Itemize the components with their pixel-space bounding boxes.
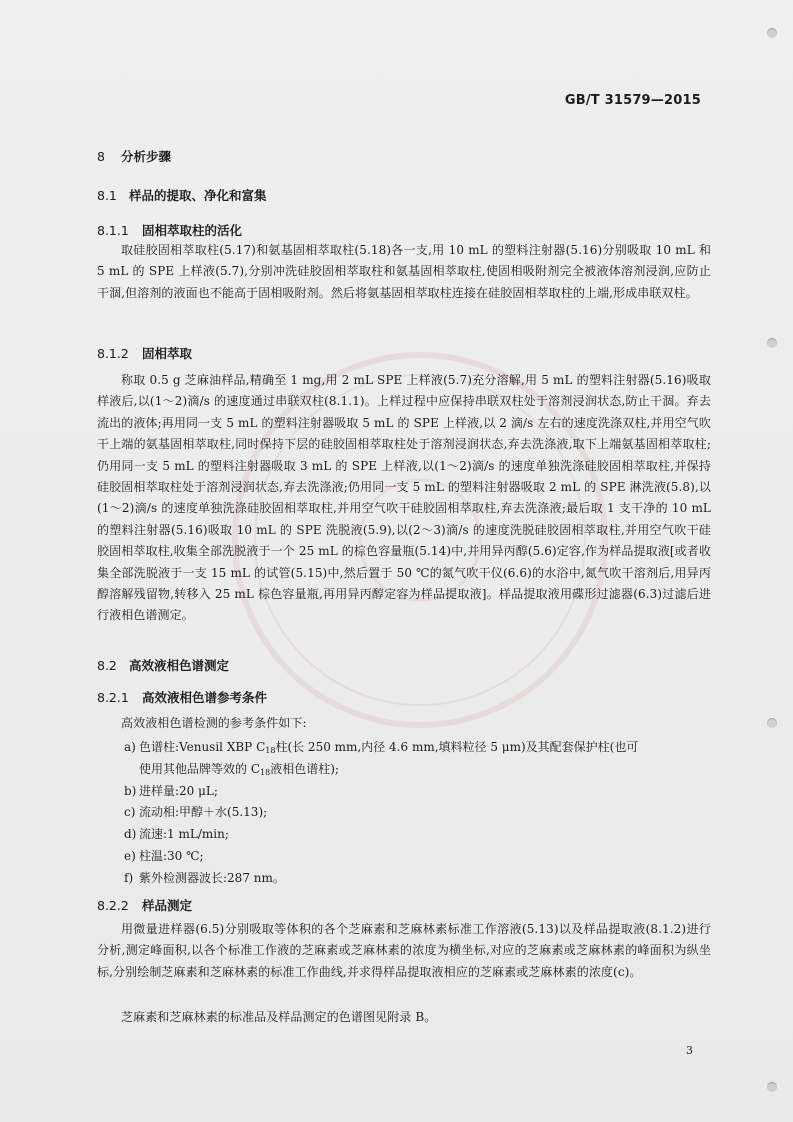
- section-8-2-1-heading: [97, 688, 267, 706]
- list-marker: f): [124, 870, 134, 885]
- punch-hole: [767, 338, 777, 348]
- list-marker: e): [124, 848, 136, 863]
- section-title: 固相萃取: [142, 346, 193, 361]
- section-8-1-2-heading: [97, 344, 192, 362]
- section-number: 8.1.1: [97, 223, 129, 238]
- paragraph-hplc-intro: 高效液相色谱检测的参考条件如下:: [121, 716, 307, 730]
- list-marker: b): [124, 783, 137, 798]
- section-title: 高效液相色谱测定: [129, 658, 230, 673]
- section-number: 8.1.2: [97, 346, 129, 361]
- page-number: 3: [686, 1044, 693, 1057]
- list-item: d) 流速:1 mL/min;: [97, 824, 711, 846]
- section-title: 高效液相色谱参考条件: [142, 690, 268, 705]
- section-title: 分析步骤: [121, 149, 172, 164]
- hplc-conditions-list: [97, 737, 711, 890]
- section-number: 8.2: [97, 658, 117, 673]
- section-8-1-heading: [97, 186, 267, 204]
- section-8-2-heading: [97, 656, 229, 674]
- paragraph-column-activation: 取硅胶固相萃取柱(5.17)和氨基固相萃取柱(5.18)各一支,用 10 mL 的塑料注射器(5.16)分别吸取 10 mL 和 5 mL 的 SPE 上样液(5.7),分别冲洗硅胶固相萃取柱和氨基固相萃取柱,使固相吸附剂完全被液体溶剂浸润,应防止干涸,但溶剂的液面也不能高于固相吸附剂。然后将氨基固相萃取柱连接在硅胶固相萃取柱的上端,形成串联双柱。: [97, 243, 711, 300]
- paragraph-solid-phase-extraction: 称取 0.5 g 芝麻油样品,精确至 1 mg,用 2 mL SPE 上样液(5.7)充分溶解,用 5 mL 的塑料注射器(5.16)吸取样液后,以(1～2)滴/s 的速度通过串联双柱(8.1.1)。上样过程中应保持串联双柱处于溶剂浸润状态,防止干涸。弃去流出的液体;再用同一支 5 mL 的塑料注射器吸取 5 mL 的 SPE 上样液,以 2 滴/s 左右的速度洗涤双柱,并用空气吹干上端的氨基固相萃取柱,同时保持下层的硅胶固相萃取柱处于溶剂浸润状态,弃去洗涤液,取下上端氨基固相萃取柱;仍用同一支 5 mL 的塑料注射器吸取 3 mL 的 SPE 上样液,以(1～2)滴/s 的速度单独洗涤硅胶固相萃取柱,并保持硅胶固相萃取柱处于溶剂浸润状态,弃去洗涤液;仍用同一支 5 mL 的塑料注射器吸取 2 mL 的 SPE 淋洗液(5.8),以(1～2)滴/s 的速度单独洗涤硅胶固相萃取柱,并用空气吹干硅胶固相萃取柱,弃去洗涤液;最后取 1 支干净的 10 mL 的塑料注射器(5.16)吸取 10 mL 的 SPE 洗脱液(5.9),以(2～3)滴/s 的速度洗脱硅胶固相萃取柱,并用空气吹干硅胶固相萃取柱,收集全部洗脱液于一个 25 mL 的棕色容量瓶(5.14)中,并用异丙醇(5.6)定容,作为样品提取液[或者收集全部洗脱液于一支 15 mL 的试管(5.15)中,然后置于 50 ℃的氮气吹干仪(6.6)的水浴中,氮气吹干溶剂后,用异丙醇溶解残留物,转移入 25 mL 棕色容量瓶,再用异丙醇定容为样品提取液]。样品提取液用碟形过滤器(6.3)过滤后进行液相色谱测定。: [97, 373, 711, 623]
- paragraph-sample-measurement: 用微量进样器(6.5)分别吸取等体积的各个芝麻素和芝麻林素标准工作溶液(5.13)以及样品提取液(8.1.2)进行分析,测定峰面积,以各个标准工作液的芝麻素或芝麻林素的浓度为横坐标,对应的芝麻素或芝麻林素的峰面积为纵坐标,分别绘制芝麻素和芝麻林素的标准工作曲线,并求得样品提取液相应的芝麻素或芝麻林素的浓度(c)。: [97, 922, 711, 979]
- list-item: f) 紫外检测器波长:287 nm。: [97, 868, 711, 890]
- list-marker: d): [124, 827, 137, 842]
- list-item: 使用其他品牌等效的 $C_{18}$液相色谱柱);: [139, 761, 339, 777]
- section-8-heading: [97, 147, 171, 165]
- list-marker: c): [124, 805, 136, 820]
- section-title: 样品的提取、净化和富集: [129, 188, 267, 203]
- section-number: 8.1: [97, 188, 117, 203]
- section-number: 8: [97, 149, 105, 164]
- list-item: b) 进样量:20 μL;: [97, 781, 711, 803]
- paragraph-chromatogram-reference: 芝麻素和芝麻林素的标准品及样品测定的色谱图见附录 B。: [121, 1010, 437, 1024]
- punch-hole: [767, 718, 777, 728]
- list-marker: a): [124, 740, 136, 754]
- section-number: 8.2.1: [97, 690, 129, 705]
- section-number: 8.2.2: [97, 898, 129, 913]
- section-title: 样品测定: [142, 898, 193, 913]
- punch-hole: [767, 1082, 777, 1092]
- section-8-2-2-heading: [97, 896, 192, 914]
- list-item: e) 柱温:30 ℃;: [97, 846, 711, 868]
- list-item: c) 流动相:甲醇＋水(5.13);: [97, 802, 711, 824]
- section-8-1-1-heading: [97, 221, 242, 239]
- punch-hole: [767, 28, 777, 38]
- section-title: 固相萃取柱的活化: [142, 223, 243, 238]
- document-code: GB/T 31579—2015: [564, 93, 701, 108]
- list-item: a) 色谱柱:Venusil XBP $C_{18}$柱(长 250 mm,内径 4.6 mm,填料粒径 5 μm)及其配套保护柱(也可: [97, 737, 711, 759]
